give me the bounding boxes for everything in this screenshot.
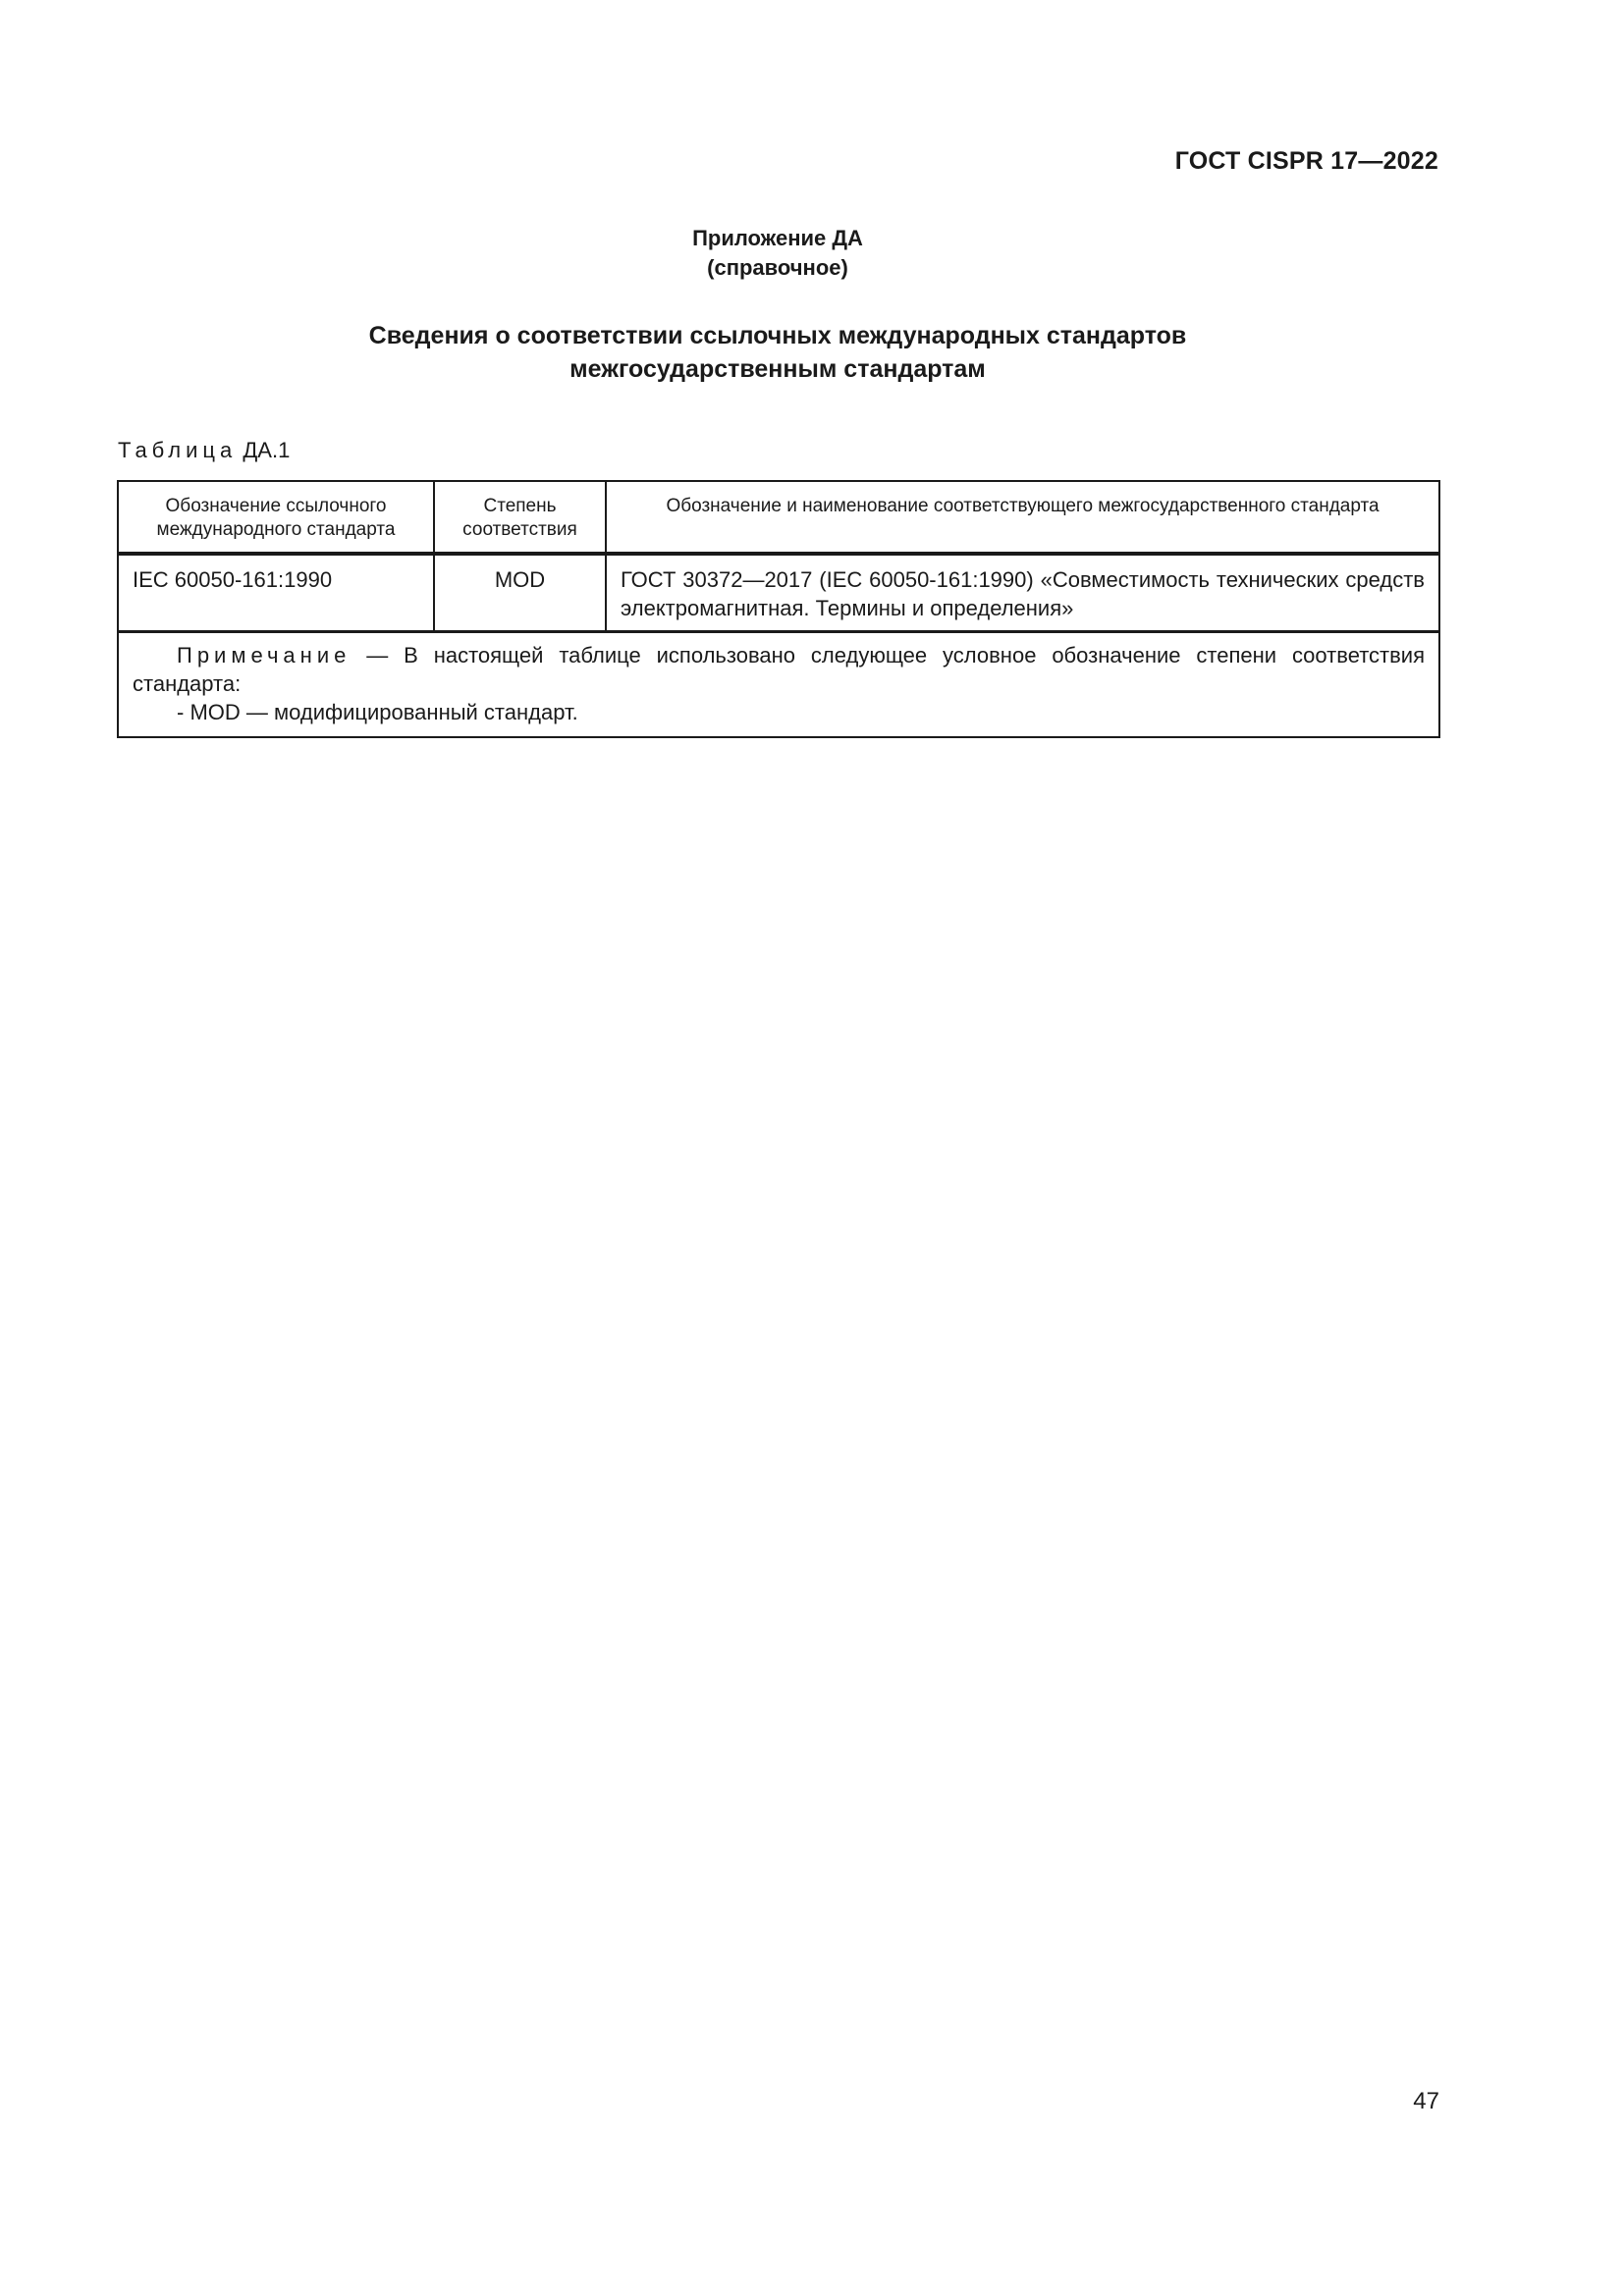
note-list-item: - MOD — модифицированный стандарт. <box>177 700 578 724</box>
appendix-title: Приложение ДА <box>692 226 863 250</box>
column-header-interstate: Обозначение и наименование соответствующего межгосударственного стандарта <box>606 481 1439 554</box>
table-label-word: Таблица <box>118 438 238 462</box>
note-label: Примечание <box>177 643 352 667</box>
table-label <box>118 438 290 463</box>
document-title-line-1: Сведения о соответствии ссылочных международных стандартов <box>368 322 1187 349</box>
column-header-degree: Степень соответствия <box>434 481 606 554</box>
note-body: — В настоящей таблице использовано следующее условное обозначение степени соответствия стандарта: <box>133 643 1425 696</box>
column-header-reference: Обозначение ссылочного международного стандарта <box>118 481 434 554</box>
reference-table-container <box>117 480 1438 738</box>
table-note-row <box>118 632 1439 738</box>
cell-interstate-standard: ГОСТ 30372—2017 (IEC 60050-161:1990) «Совместимость технических средств электромагнитная. Термины и определения» <box>606 554 1439 632</box>
cell-reference-standard: IEC 60050-161:1990 <box>118 554 434 632</box>
document-title-line-2: межгосударственным стандартам <box>569 355 986 383</box>
table-label-number: ДА.1 <box>243 438 291 462</box>
reference-standards-table <box>117 480 1440 738</box>
cell-degree: MOD <box>434 554 606 632</box>
note-text <box>133 641 1425 698</box>
page-number: 47 <box>1413 2088 1439 2114</box>
table-header-row <box>118 481 1439 554</box>
standard-code-header: ГОСТ CISPR 17—2022 <box>1174 147 1438 175</box>
appendix-heading <box>0 224 1555 283</box>
table-note <box>118 632 1439 738</box>
appendix-subtitle: (справочное) <box>707 255 848 280</box>
document-title <box>0 319 1555 386</box>
table-row <box>118 554 1439 632</box>
